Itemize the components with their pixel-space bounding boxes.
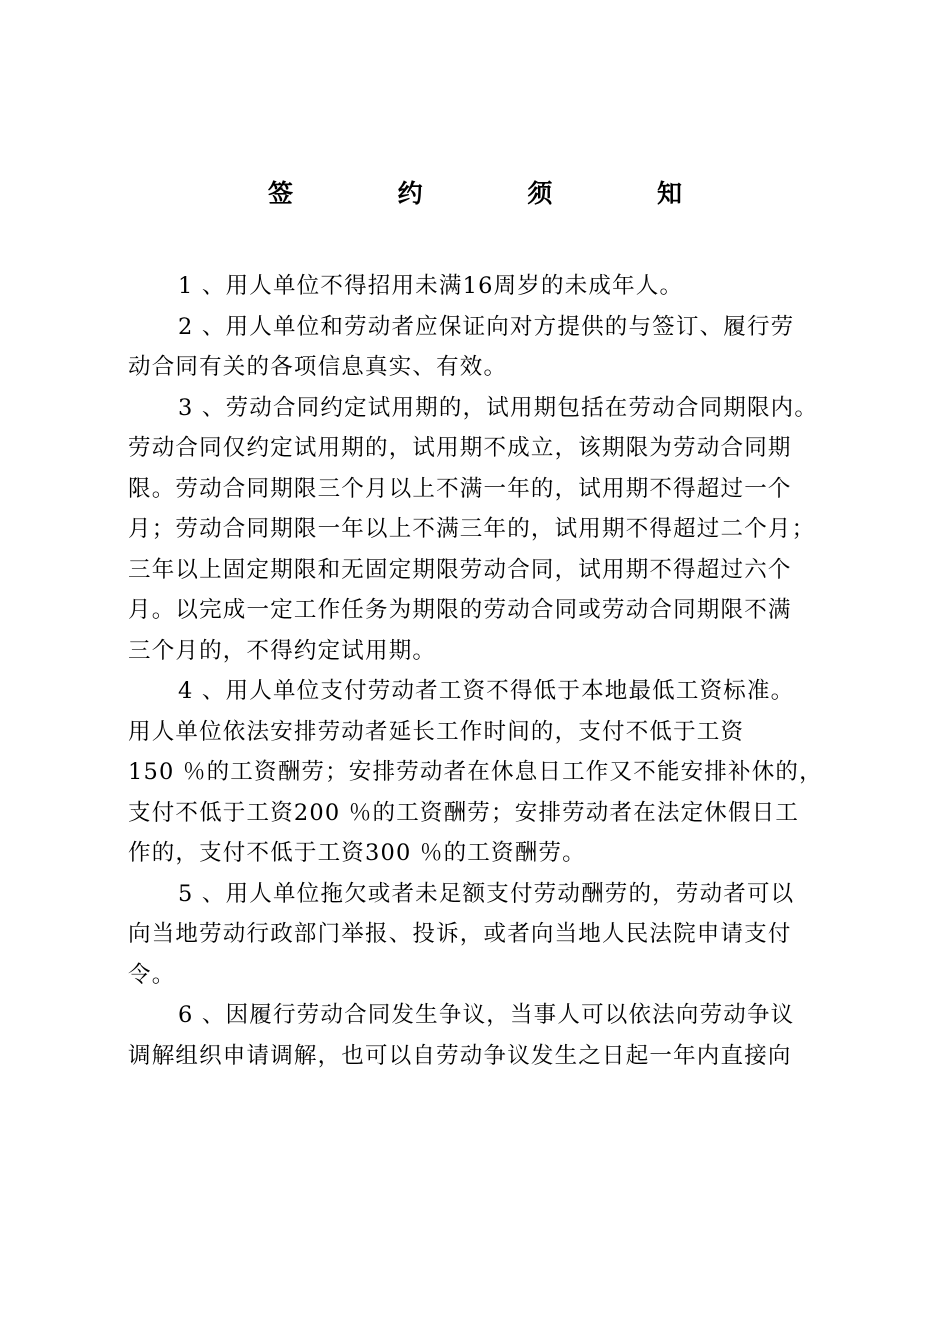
paragraph-line: 作的，支付不低于工资300 ％的工资酬劳。 [128, 840, 586, 866]
paragraph-line: 限。劳动合同期限三个月以上不满一年的，试用期不得超过一个 [128, 475, 792, 502]
paragraph-line: 三个月的，不得约定试用期。 [128, 637, 437, 664]
paragraph-line: 劳动合同仅约定试用期的，试用期不成立，该期限为劳动合同期 [128, 435, 792, 461]
paragraph-2 [128, 307, 838, 388]
paragraph-line: 6 、因履行劳动合同发生争议，当事人可以依法向劳动争议 [178, 1002, 795, 1028]
paragraph-3 [128, 388, 838, 672]
paragraph-line: 用人单位依法安排劳动者延长工作时间的，支付不低于工资 [128, 718, 745, 745]
document-body [128, 266, 838, 1076]
paragraph-6 [128, 995, 838, 1076]
paragraph-line: 3 、劳动合同约定试用期的，试用期包括在劳动合同期限内。 [178, 394, 819, 421]
paragraph-line: 5 、用人单位拖欠或者未足额支付劳动酬劳的，劳动者可以 [178, 880, 795, 907]
paragraph-line: 调解组织申请调解，也可以自劳动争议发生之日起一年内直接向 [128, 1042, 792, 1069]
paragraph-line: 三年以上固定期限和无固定期限劳动合同，试用期不得超过六个 [128, 556, 792, 583]
paragraph-line: 支付不低于工资200 ％的工资酬劳；安排劳动者在法定休假日工 [128, 799, 800, 826]
paragraph-1 [128, 266, 838, 307]
paragraph-line: 1 、用人单位不得招用未满16周岁的未成年人。 [178, 273, 684, 299]
paragraph-line: 2 、用人单位和劳动者应保证向对方提供的与签订、履行劳 [178, 313, 795, 340]
paragraph-5 [128, 874, 838, 996]
paragraph-4 [128, 671, 838, 874]
page-title: 签 约 须 知 [267, 179, 731, 208]
paragraph-line: 月。以完成一定工作任务为期限的劳动合同或劳动合同期限不满 [128, 597, 792, 623]
paragraph-line: 4 、用人单位支付劳动者工资不得低于本地最低工资标准。 [178, 678, 795, 704]
paragraph-line: 150 ％的工资酬劳；安排劳动者在休息日工作又不能安排补休的， [128, 759, 823, 785]
paragraph-line: 向当地劳动行政部门举报、投诉，或者向当地人民法院申请支付 [128, 921, 792, 947]
paragraph-line: 令。 [128, 961, 176, 988]
paragraph-line: 月；劳动合同期限一年以上不满三年的，试用期不得超过二个月； [128, 516, 816, 542]
paragraph-line: 动合同有关的各项信息真实、有效。 [128, 354, 508, 380]
